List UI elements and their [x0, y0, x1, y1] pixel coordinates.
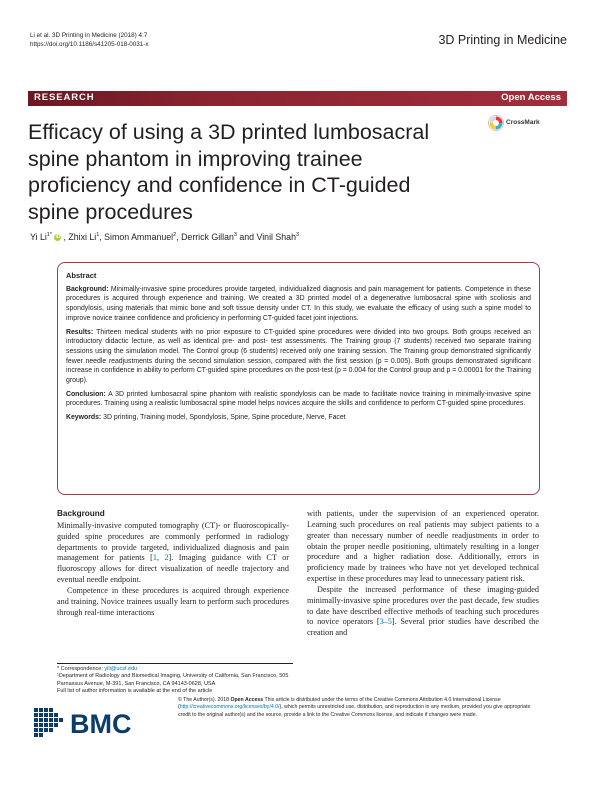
license-link[interactable]: http://creativecommons.org/licenses/by/4.0/: [179, 704, 280, 711]
body-paragraph: Competence in these procedures is acquired through experience and training. Novice trainees usually learn to perform such procedures through real-time interactions: [57, 585, 289, 617]
crossmark-badge[interactable]: [488, 115, 544, 135]
bmc-logo-text: BMC: [70, 709, 132, 739]
citation-header: [30, 31, 149, 49]
article-type-label: RESEARCH: [34, 92, 95, 103]
abstract-box: [57, 262, 540, 495]
orcid-icon[interactable]: iD: [55, 234, 61, 241]
author-name[interactable]: Zhixi Li: [68, 232, 97, 242]
author-name[interactable]: Simon Ammanuel: [104, 232, 174, 242]
body-column-right: [307, 509, 539, 639]
abstract-keywords: Keywords: 3D printing, Training model, Spondylosis, Spine, Spine procedure, Nerve, Facet: [66, 414, 346, 422]
section-heading: Background: [57, 509, 105, 518]
journal-name: 3D Printing in Medicine: [438, 33, 567, 47]
reference-link[interactable]: 1: [152, 553, 157, 563]
citation-line: Li et al. 3D Printing in Medicine (2018) 4:7: [30, 32, 148, 39]
body-column-left: [57, 509, 289, 618]
reference-link[interactable]: 3–5: [379, 617, 392, 627]
body-paragraph: Minimally-invasive computed tomography (CT)- or fluoroscopically-guided spine procedures are commonly performed in radiology departments to provide targeted, individualized diagnosis and pain management for patients [1, 2]. Imaging guidance with CT or fluoroscopy allows for direct visualization of needle trajectory and eventual needle endpoint.: [57, 520, 290, 585]
author-info-note: Full list of author information is available at the end of the article: [57, 688, 213, 695]
article-type-banner: [28, 91, 567, 106]
bmc-logo-icon: [34, 705, 174, 739]
author-name[interactable]: Yi Li: [30, 232, 47, 242]
email-link[interactable]: yili@ucsf.edu: [104, 666, 138, 672]
author-name[interactable]: Derrick Gillan: [181, 232, 234, 242]
body-paragraph: Despite the increased performance of these imaging-guided minimally-invasive spine procedures over the past decade, few studies to date have described effective methods of teaching such procedures to novice operators [3–5]. Several prior studies have described the creation and: [307, 584, 539, 638]
article-title: Efficacy of using a 3D printed lumbosacral spine phantom in improving trainee proficiency and confidence in CT-guided spine procedures: [28, 120, 430, 224]
abstract-background: Background: Minimally-invasive spine procedures provide targeted, individualized diagnosis and pain management for patients. Competence in these procedures is acquired through experience and training. We created a 3D printed model of a degenerative lumbosacral spine with scoliosis and spondylosis, using materials that mimic bone and soft tissue density under CT. In this study, we evaluate the efficacy of using such a spine model to improve novice trainee confidence and proficiency in performing CT-guided facet joint injections.: [66, 285, 531, 322]
author-list: Yi $Li^{1*}$ iD , Zhixi Li$^1$, Simon Ammanuel$^2$, Derrick Gillan$^3$ and Vinil Shah$^3$: [30, 232, 300, 242]
crossmark-icon: [488, 115, 504, 131]
body-paragraph: with patients, under the supervision of an experienced operator. Learning such procedures on real patients may subject patients to a greater than necessary number of needle readjustments in order to obtain the proper needle positioning, ultimately resulting in a longer procedure and a higher radiation dose. Additionally, errors in proficiency made by trainees who have not yet developed technical expertise in these procedures may lead to unnecessary patient risk.: [307, 509, 539, 584]
reference-link[interactable]: 2: [164, 553, 169, 563]
abstract-heading: Abstract: [66, 271, 97, 280]
footnotes: [57, 663, 293, 696]
crossmark-label: CrossMark: [506, 119, 540, 126]
copyright-notice: © The Author(s). 2018 Open Access This article is distributed under the terms of the Creative Commons Attribution 4.0 International License (http://creativecommons.org/licenses/by/4.0/), which permits unrestricted use, distribution, and reproduction in any medium, provided you give appropriate credit to the original author(s) and the source, provide a link to the Creative Commons license, and indicate if changes were made.: [178, 697, 531, 718]
abstract-conclusion: Conclusion: A 3D printed lumbosacral spine phantom with realistic spondylosis can be made to facilitate novice training in minimally-invasive spine procedures. Training using a realistic lumbosacral spine model helps novices acquire the skills and confidence to perform CT-guided spine procedures.: [66, 390, 531, 408]
author-name[interactable]: Vinil Shah: [256, 232, 296, 242]
correspondence-note: * Correspondence: yili@ucsf.edu: [57, 666, 138, 672]
abstract-results: Results: Thirteen medical students with no prior exposure to CT-guided spine procedures were divided into two groups. Both groups received an introductory didactic lecture, as well as identical pre- and post- test assessments. The Training group (7 students) received two separate training sessions using the simulation model. The Control group (6 students) received only one training session. The Training group demonstrated significantly fewer needle readjustments during the second simulation session, compared with the first session (p = 0.005). Both groups demonstrated significant increase in confidence in ability to perform CT-guided spine procedures on the post-test (p = 0.004 for the Control group and p = 0.00001 for the Training group).: [66, 328, 531, 385]
affiliation-note: ¹Department of Radiology and Biomedical Imaging, University of California, San Francisco, 505 Parnassus Avenue, M-391, San Francisco, CA 94143-0628, USA: [57, 673, 289, 687]
open-access-label: Open Access: [501, 92, 561, 103]
doi-link[interactable]: https://doi.org/10.1186/s41205-018-0031-x: [30, 41, 149, 48]
